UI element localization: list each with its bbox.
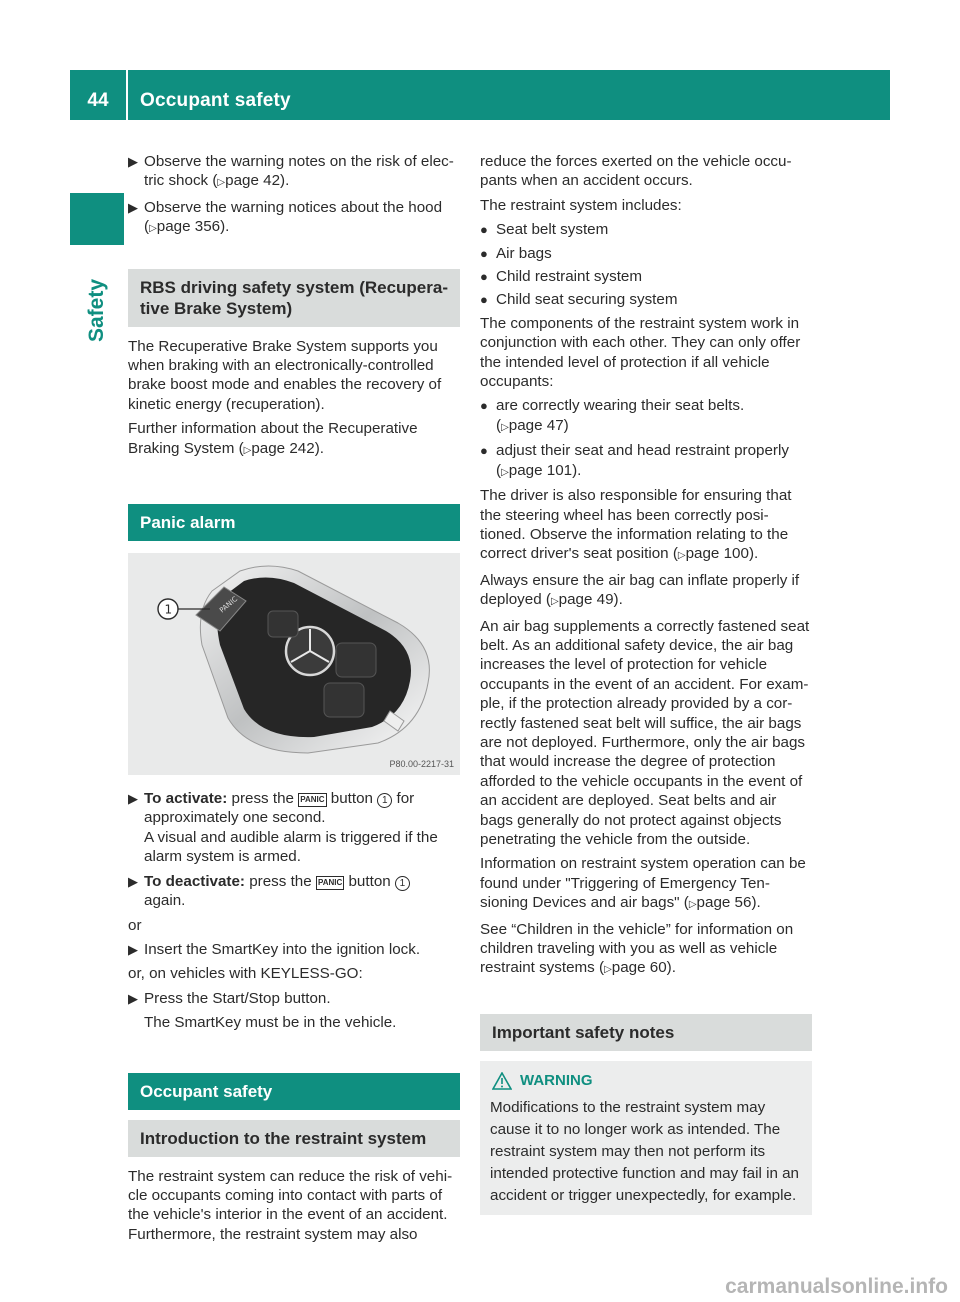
list-item: ● Air bags	[480, 244, 552, 262]
list-item: ● are correctly wearing their seat belts. (▷page 47)	[480, 397, 745, 434]
restraint-intro-heading: Introduction to the restraint system	[128, 1120, 460, 1157]
list-item: ● Child seat securing system	[480, 291, 678, 309]
page-ref-icon: ▷	[243, 444, 252, 456]
components-paragraph: The components of the restraint system work in conjunction with each other. They can only offer the intended level of protection if all vehicle occupants:	[480, 314, 801, 391]
arrow-icon: ▶	[128, 154, 138, 169]
driver-paragraph: The driver is also responsible for ensuring that the steering wheel has been correctly posi-tioned. Observe the information relating to the correct driver's seat position (▷page 100).	[480, 487, 792, 563]
panic-alarm-heading: Panic alarm	[128, 504, 460, 541]
page-ref-icon: ▷	[604, 964, 612, 976]
warning-title: WARNING	[490, 1071, 802, 1091]
page-link[interactable]: page 47	[508, 416, 564, 434]
instruction-item: ▶ Insert the SmartKey into the ignition lock.	[128, 940, 421, 958]
page-link[interactable]: page 56	[696, 894, 752, 912]
arrow-icon: ▶	[128, 199, 138, 215]
includes-text: The restraint system includes:	[480, 196, 682, 214]
callout-1: 1	[164, 602, 173, 617]
panic-button-icon: PANIC	[316, 876, 344, 890]
page-number: 44	[87, 90, 109, 111]
bullet-icon: ●	[480, 222, 488, 238]
or-text: or	[128, 916, 142, 934]
list-item: ● Seat belt system	[480, 221, 609, 239]
children-paragraph: See “Children in the vehicle” for information on children traveling with you as well as vehicle restraint systems (▷page 60).	[480, 920, 794, 977]
smartkey-figure	[128, 553, 460, 775]
instruction-item: ▶ Observe the warning notices about the hood (▷page 356).	[128, 198, 443, 236]
page-link[interactable]: page 101	[508, 461, 573, 479]
or-keyless-text: or, on vehicles with KEYLESS-GO:	[128, 965, 363, 983]
airbag-paragraph: Always ensure the air bag can inflate properly if deployed (▷page 49).	[480, 571, 800, 609]
page-ref-icon: ▷	[688, 899, 697, 911]
page-link[interactable]: page 356	[156, 218, 221, 236]
warning-triangle-icon	[492, 1072, 512, 1090]
list-item: ● adjust their seat and head restraint properly (▷page 101).	[480, 442, 789, 479]
panic-button-icon: PANIC	[298, 793, 326, 807]
callout-1-icon: 1	[377, 793, 392, 808]
bullet-icon: ●	[480, 292, 488, 308]
important-safety-heading: Important safety notes	[480, 1014, 812, 1051]
svg-text:PANIC: PANIC	[218, 595, 240, 615]
rbs-paragraph: The Recuperative Brake System supports you when braking with an electronically-controlled brake boost mode and enables the recovery of kinetic energy (recuperation).	[128, 337, 442, 413]
continued-paragraph: reduce the forces exerted on the vehicle occu-pants when an accident occurs.	[480, 153, 792, 190]
callout-1-icon: 1	[395, 876, 410, 891]
page-link[interactable]: page 49	[558, 591, 614, 609]
watermark: carmanualsonline.info	[725, 1274, 948, 1298]
bullet-icon: ●	[480, 269, 488, 285]
instruction-item: ▶ Press the Start/Stop button. The SmartKey must be in the vehicle.	[128, 989, 397, 1032]
page-ref-icon: ▷	[217, 177, 226, 189]
rbs-info: Further information about the Recuperative Braking System (▷page 242).	[128, 420, 418, 457]
arrow-icon: ▶	[128, 791, 138, 807]
left-column	[128, 152, 460, 1249]
page-ref-icon: ▷	[677, 550, 686, 562]
rbs-heading: RBS driving safety system (Recupera-tive Brake System)	[128, 269, 460, 327]
page-title: Occupant safety	[140, 90, 291, 111]
section-tab	[84, 260, 114, 350]
page-link[interactable]: page 242	[251, 439, 315, 457]
header-divider	[126, 70, 128, 120]
page-ref-icon: ▷	[501, 421, 509, 433]
arrow-icon: ▶	[128, 990, 138, 1006]
warning-box	[480, 1061, 812, 1215]
warning-text: Modifications to the restraint system may cause it to no longer work as intended. The restraint system may then not perform its intended protective function and may fail in an accident or trigger unexpectedly, for example.	[490, 1098, 800, 1204]
arrow-icon: ▶	[128, 873, 138, 889]
occupant-safety-heading: Occupant safety	[128, 1073, 460, 1110]
bullet-icon: ●	[480, 245, 488, 261]
instruction-item: ▶ To activate: press the PANIC button 1 for approximately one second. A visual and audible alarm is triggered if the alarm system is armed.	[128, 790, 438, 866]
bullet-icon: ●	[480, 443, 488, 459]
supplement-paragraph: An air bag supplements a correctly fastened seat belt. As an additional safety device, the air bag increases the level of protection for vehicle occupants in the event of an accident. For exam-ple, if the protection already provided by a cor-rectly fastened seat belt will suffice, the air bags are not deployed. Furthermore, only the air bags that would increase the degree of protection afforded to the vehicle occupants in the event of an accident are deployed. Seat belts and air bags generally do not protect against objects penetrating the vehicle from the outside.	[480, 617, 810, 848]
page-link[interactable]: page 100	[685, 545, 749, 563]
page-ref-icon: ▷	[501, 466, 509, 478]
bullet-icon: ●	[480, 398, 488, 414]
restraint-intro-paragraph: The restraint system can reduce the risk of vehi-cle occupants coming into contact with parts of the vehicle's interior in the event of an accident. Furthermore, the restraint system may also	[128, 1167, 453, 1243]
list-item: ● Child restraint system	[480, 268, 643, 286]
info-paragraph: Information on restraint system operation can be found under "Triggering of Emergency Ten-sioning Devices and air bags" (▷page 56).	[480, 855, 806, 912]
arrow-icon: ▶	[128, 941, 138, 957]
page-link[interactable]: page 60	[611, 959, 667, 977]
instruction-item: ▶ Observe the warning notes on the risk of elec-tric shock (▷page 42).	[128, 153, 454, 190]
section-marker	[70, 193, 124, 245]
page-ref-icon: ▷	[550, 596, 559, 608]
smartkey-illustration	[128, 553, 460, 775]
page-ref-icon: ▷	[149, 223, 157, 235]
section-tab-label: Safety	[85, 278, 108, 342]
figure-code: P80.00-2217-31	[389, 759, 454, 770]
right-column	[480, 152, 812, 1215]
instruction-item: ▶ To deactivate: press the PANIC button 1 again.	[128, 872, 460, 911]
page-link[interactable]: page 42	[225, 172, 281, 190]
